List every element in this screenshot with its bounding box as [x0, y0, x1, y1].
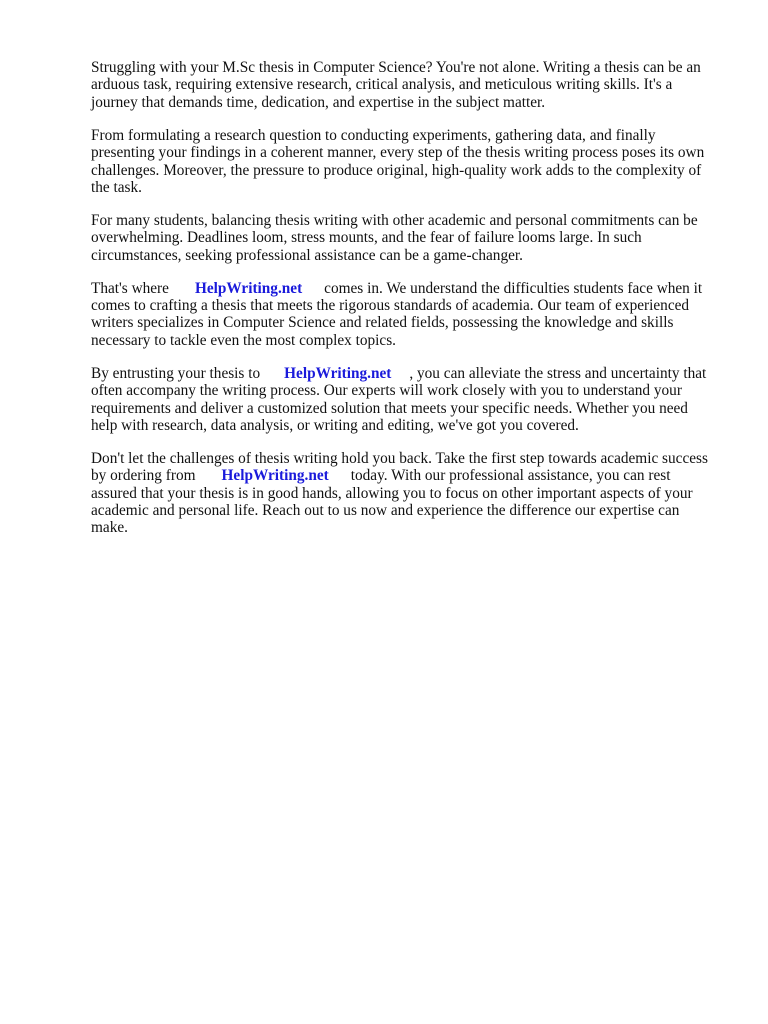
paragraph-intro: Struggling with your M.Sc thesis in Computer Science? You're not alone. Writing a thesis can be an arduous task, requiring extensive research, critical analysis, and meticulous writing skills. It's a journey that demands time, dedication, and expertise in the subject matter.	[91, 59, 701, 111]
paragraph-entrusting	[91, 365, 731, 435]
paragraph-text-before-link: by ordering from	[91, 467, 196, 485]
paragraph-first-line: Don't let the challenges of thesis writing hold you back. Take the first step towards academic success	[91, 449, 708, 467]
paragraph-text-after-link: comes in. We understand the difficulties students face when it comes to crafting a thesis that meets the rigorous standards of academia. Our team of experienced writers specializes in Computer Science and related fields, possessing the knowledge and skills necessary to tackle even the most complex topics.	[91, 279, 703, 349]
paragraph-challenges: From formulating a research question to conducting experiments, gathering data, and finally presenting your findings in a coherent manner, every step of the thesis writing process poses its own challenges. Moreover, the pressure to produce original, high-quality work adds to the complexity of the task.	[91, 126, 705, 196]
paragraph-thats-where	[91, 280, 731, 350]
paragraph-text-after-link: , you can alleviate the stress and uncertainty that often accompany the writing process. Our experts will work closely with you to understand your requirements and deliver a customized solution that meets your specific needs. Whether you need help with research, data analysis, or writing and editing, we've got you covered.	[91, 364, 707, 434]
helpwriting-link[interactable]: HelpWriting.net	[221, 467, 329, 485]
paragraph-call-to-action	[91, 450, 731, 537]
paragraph-text-after-link: today. With our professional assistance, you can rest assured that your thesis is in good hands, allowing you to focus on other important aspects of your academic and personal life. Reach out to us now and experience the difference our expertise can make.	[91, 467, 693, 537]
paragraph-text-before-link: By entrusting your thesis to	[91, 364, 261, 382]
paragraph-text-before-link: That's where	[91, 279, 169, 297]
helpwriting-link[interactable]: HelpWriting.net	[194, 279, 303, 297]
helpwriting-link[interactable]: HelpWriting.net	[284, 364, 392, 382]
document-body	[91, 59, 731, 552]
paragraph-balancing: For many students, balancing thesis writing with other academic and personal commitments can be overwhelming. Deadlines loom, stress mounts, and the fear of failure looms large. In such circumstances, seeking professional assistance can be a game-changer.	[91, 211, 698, 264]
